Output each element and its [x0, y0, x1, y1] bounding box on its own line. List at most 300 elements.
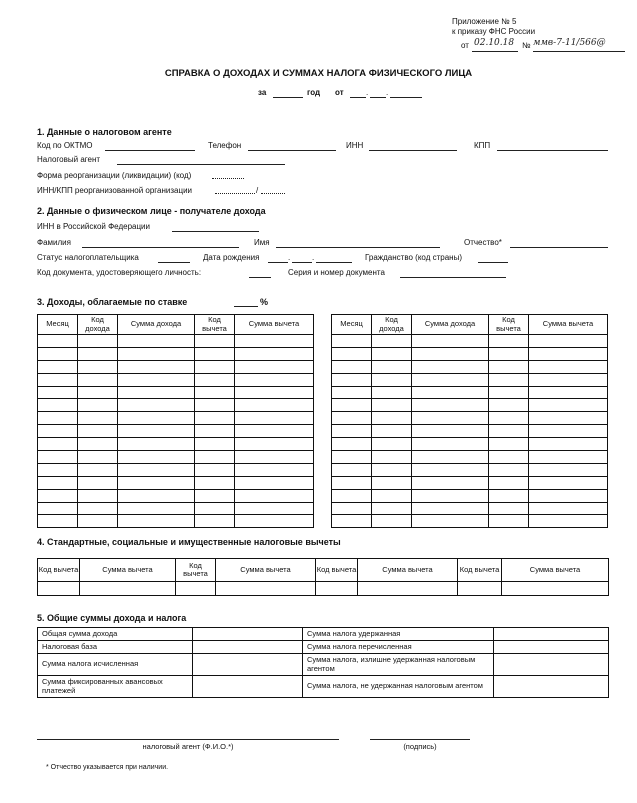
income-table-cell[interactable]: [118, 502, 195, 515]
income-table-row: [38, 412, 314, 425]
birth-month-field[interactable]: [292, 262, 312, 263]
income-table-cell[interactable]: [118, 438, 195, 451]
tax-calculated-value[interactable]: [193, 654, 303, 676]
income-table-row: [332, 412, 608, 425]
income-table-cell[interactable]: [412, 360, 489, 373]
income-table-cell[interactable]: [529, 399, 608, 412]
income-table-cell[interactable]: [412, 335, 489, 348]
income-table-cell[interactable]: [195, 451, 235, 464]
income-table-cell[interactable]: [529, 502, 608, 515]
surname-field[interactable]: [82, 247, 239, 248]
income-table-cell[interactable]: [38, 373, 78, 386]
income-table-right: [331, 314, 608, 528]
income-table-row: [38, 386, 314, 399]
income-table-cell[interactable]: [235, 438, 314, 451]
income-table-row: [332, 502, 608, 515]
section1-heading: 1. Данные о налоговом агенте: [37, 127, 172, 137]
income-table-cell[interactable]: [372, 515, 412, 528]
year-line[interactable]: [273, 97, 303, 98]
footnote: * Отчество указывается при наличии.: [46, 764, 169, 771]
income-table-row: [38, 438, 314, 451]
deduction-code-cell[interactable]: [38, 582, 80, 596]
income-table-cell[interactable]: [38, 347, 78, 360]
tax-overwithheld-label: Сумма налога, излишне удержанная налоговым агентом: [303, 654, 494, 676]
deduction-sum-cell[interactable]: [216, 582, 316, 596]
income-table-cell[interactable]: [372, 386, 412, 399]
income-table-cell[interactable]: [489, 489, 529, 502]
income-table-cell[interactable]: [78, 502, 118, 515]
income-table-cell[interactable]: [489, 373, 529, 386]
deduction-sum-cell[interactable]: [358, 582, 458, 596]
label-doc-code: Код документа, удостоверяющего личность:: [37, 268, 202, 277]
agent-field[interactable]: [117, 164, 285, 165]
date-day-line[interactable]: [350, 97, 366, 98]
income-table-row: [332, 425, 608, 438]
deduction-code-header: Код вычета: [176, 559, 216, 582]
appendix-date-line: [472, 51, 518, 52]
income-table-row: [332, 335, 608, 348]
income-table-cell[interactable]: [529, 360, 608, 373]
income-table-cell[interactable]: [195, 425, 235, 438]
income-table-cell[interactable]: [235, 476, 314, 489]
deduction-code-header: Код вычета: [38, 559, 80, 582]
income-table-left: [37, 314, 314, 528]
totals-row: [38, 654, 609, 676]
tax-base-label: Налоговая база: [38, 641, 193, 654]
income-table-cell[interactable]: [78, 425, 118, 438]
signature-line[interactable]: [370, 739, 470, 740]
income-table-cell[interactable]: [235, 502, 314, 515]
deduction-code-cell[interactable]: [316, 582, 358, 596]
reorg-kpp-field[interactable]: [261, 193, 285, 194]
income-table-cell[interactable]: [489, 399, 529, 412]
income-table-cell[interactable]: [529, 476, 608, 489]
income-table-cell[interactable]: [489, 515, 529, 528]
label-status: Статус налогоплательщика: [37, 253, 139, 262]
income-table-row: [38, 399, 314, 412]
tax-overwithheld-value[interactable]: [494, 654, 609, 676]
income-table-cell[interactable]: [372, 502, 412, 515]
birth-dot-2: .: [312, 253, 315, 262]
income-table-cell[interactable]: [38, 451, 78, 464]
agent-name-caption: налоговый агент (Ф.И.О.*): [142, 742, 234, 751]
label-surname: Фамилия: [37, 238, 71, 247]
appendix-block: [452, 17, 592, 37]
income-table-cell[interactable]: [38, 425, 78, 438]
income-table-row: [332, 438, 608, 451]
totals-row: [38, 628, 609, 641]
income-table-cell[interactable]: [78, 489, 118, 502]
income-table-cell[interactable]: [332, 347, 372, 360]
income-table-cell[interactable]: [78, 399, 118, 412]
reorg-inn-field[interactable]: [215, 193, 255, 194]
income-table-cell[interactable]: [529, 425, 608, 438]
income-table-row: [38, 463, 314, 476]
income-table-cell[interactable]: [372, 412, 412, 425]
income-table-cell[interactable]: [412, 502, 489, 515]
header-deduction-code: Код вычета: [489, 315, 529, 335]
income-table-cell[interactable]: [38, 438, 78, 451]
income-table-cell[interactable]: [195, 347, 235, 360]
year-ot: от: [335, 88, 344, 97]
income-table-row: [38, 515, 314, 528]
income-table-cell[interactable]: [195, 386, 235, 399]
income-table-row: [332, 347, 608, 360]
oktmo-field[interactable]: [105, 150, 195, 151]
totals-row: [38, 641, 609, 654]
birth-year-field[interactable]: [316, 262, 352, 263]
income-table-cell[interactable]: [332, 438, 372, 451]
header-month: Месяц: [38, 315, 78, 335]
income-table-cell[interactable]: [78, 463, 118, 476]
income-table-cell[interactable]: [489, 463, 529, 476]
income-table-cell[interactable]: [412, 412, 489, 425]
income-table-cell[interactable]: [332, 425, 372, 438]
year-god: год: [307, 88, 321, 97]
income-table-header: [332, 315, 608, 335]
deduction-sum-header: Сумма вычета: [502, 559, 609, 582]
income-table-cell[interactable]: [118, 386, 195, 399]
deductions-value-row: [38, 582, 609, 596]
section3-heading: 3. Доходы, облагаемые по ставке: [37, 297, 188, 307]
income-table-cell[interactable]: [372, 335, 412, 348]
income-table-cell[interactable]: [372, 489, 412, 502]
deduction-code-cell[interactable]: [458, 582, 502, 596]
income-table-cell[interactable]: [332, 476, 372, 489]
income-table-cell[interactable]: [332, 463, 372, 476]
income-table-cell[interactable]: [195, 412, 235, 425]
income-table-cell[interactable]: [235, 386, 314, 399]
income-table-cell[interactable]: [78, 515, 118, 528]
header-income-code: Код дохода: [78, 315, 118, 335]
income-table-cell[interactable]: [529, 335, 608, 348]
income-table-cell[interactable]: [489, 451, 529, 464]
income-table-cell[interactable]: [235, 373, 314, 386]
income-table-cell[interactable]: [529, 347, 608, 360]
name-field[interactable]: [276, 247, 440, 248]
label-doc-series: Серия и номер документа: [288, 268, 385, 277]
income-table-cell[interactable]: [332, 451, 372, 464]
income-table-row: [38, 335, 314, 348]
income-table-cell[interactable]: [38, 399, 78, 412]
income-table-cell[interactable]: [529, 489, 608, 502]
total-income-value[interactable]: [193, 628, 303, 641]
tax-base-value[interactable]: [193, 641, 303, 654]
tax-withheld-label: Сумма налога удержанная: [303, 628, 494, 641]
income-table-cell[interactable]: [78, 476, 118, 489]
income-table-cell[interactable]: [529, 373, 608, 386]
income-table-header: [38, 315, 314, 335]
income-table-cell[interactable]: [412, 476, 489, 489]
tax-transferred-label: Сумма налога перечисленная: [303, 641, 494, 654]
income-table-cell[interactable]: [78, 451, 118, 464]
appendix-line-1: Приложение № 5: [452, 17, 517, 26]
income-table-row: [38, 425, 314, 438]
income-table-cell[interactable]: [489, 476, 529, 489]
income-table-cell[interactable]: [529, 386, 608, 399]
income-table-cell[interactable]: [38, 386, 78, 399]
header-income-code: Код дохода: [372, 315, 412, 335]
income-table-cell[interactable]: [332, 412, 372, 425]
income-table-cell[interactable]: [235, 451, 314, 464]
label-inn: ИНН: [346, 141, 364, 150]
label-reorg-form: Форма реорганизации (ликвидации) (код): [37, 171, 192, 180]
income-table-cell[interactable]: [38, 463, 78, 476]
income-table-cell[interactable]: [372, 399, 412, 412]
income-table-row: [38, 489, 314, 502]
income-table-row: [38, 373, 314, 386]
income-table-cell[interactable]: [412, 463, 489, 476]
income-table-cell[interactable]: [372, 463, 412, 476]
income-table-cell[interactable]: [332, 360, 372, 373]
income-table-cell[interactable]: [195, 476, 235, 489]
income-table-cell[interactable]: [118, 476, 195, 489]
income-table-cell[interactable]: [372, 347, 412, 360]
patronymic-field[interactable]: [510, 247, 608, 248]
birth-dot-1: .: [288, 253, 291, 262]
label-reorg-inn: ИНН/КПП реорганизованной организации: [37, 186, 193, 195]
tax-not-withheld-value[interactable]: [494, 676, 609, 698]
income-table-cell[interactable]: [489, 347, 529, 360]
income-table-cell[interactable]: [529, 515, 608, 528]
income-table-cell[interactable]: [78, 386, 118, 399]
income-table-row: [332, 451, 608, 464]
agent-name-line[interactable]: [37, 739, 339, 740]
tax-calculated-label: Сумма налога исчисленная: [38, 654, 193, 676]
income-table-row: [332, 463, 608, 476]
income-table-cell[interactable]: [195, 438, 235, 451]
label-inn-rf: ИНН в Российской Федерации: [37, 222, 150, 231]
deduction-sum-cell[interactable]: [502, 582, 609, 596]
income-table-cell[interactable]: [372, 425, 412, 438]
income-table-row: [332, 386, 608, 399]
income-table-cell[interactable]: [372, 360, 412, 373]
income-table-cell[interactable]: [38, 412, 78, 425]
income-table-cell[interactable]: [412, 399, 489, 412]
label-patronymic: Отчество*: [464, 238, 502, 247]
income-table-cell[interactable]: [195, 502, 235, 515]
income-table-cell[interactable]: [118, 515, 195, 528]
income-table-row: [38, 347, 314, 360]
appendix-num-label: №: [522, 41, 531, 50]
income-table-row: [38, 360, 314, 373]
income-table-cell[interactable]: [332, 335, 372, 348]
rate-percent: %: [260, 297, 269, 307]
income-table-cell[interactable]: [118, 489, 195, 502]
deduction-sum-header: Сумма вычета: [216, 559, 316, 582]
income-table-cell[interactable]: [118, 463, 195, 476]
label-phone: Телефон: [208, 141, 242, 150]
label-agent: Налоговый агент: [37, 155, 101, 164]
income-table-row: [38, 451, 314, 464]
appendix-ot: от: [461, 41, 469, 50]
income-table-cell[interactable]: [489, 412, 529, 425]
section2-heading: 2. Данные о физическом лице - получателе дохода: [37, 206, 266, 216]
income-table-cell[interactable]: [118, 412, 195, 425]
income-table-cell[interactable]: [332, 399, 372, 412]
income-table-cell[interactable]: [78, 412, 118, 425]
appendix-date-handwritten: 02.10.18: [474, 38, 515, 48]
kpp-field[interactable]: [497, 150, 608, 151]
totals-table: [37, 627, 609, 698]
income-table-cell[interactable]: [78, 360, 118, 373]
income-table-cell[interactable]: [412, 489, 489, 502]
income-table-row: [332, 360, 608, 373]
income-table-cell[interactable]: [235, 489, 314, 502]
deductions-table: [37, 558, 609, 596]
income-table-cell[interactable]: [38, 360, 78, 373]
date-sep-2: .: [386, 88, 389, 97]
income-table-cell[interactable]: [78, 335, 118, 348]
label-oktmo: Код по ОКТМО: [37, 141, 93, 150]
income-table-cell[interactable]: [235, 347, 314, 360]
income-table-cell[interactable]: [235, 463, 314, 476]
date-year-line[interactable]: [390, 97, 422, 98]
income-table-cell[interactable]: [332, 515, 372, 528]
income-table-cell[interactable]: [412, 451, 489, 464]
income-table-cell[interactable]: [195, 515, 235, 528]
income-table-cell[interactable]: [235, 335, 314, 348]
page-title: СПРАВКА О ДОХОДАХ И СУММАХ НАЛОГА ФИЗИЧЕСКОГО ЛИЦА: [164, 68, 473, 79]
appendix-number-handwritten: ммв-7-11/566@: [533, 38, 606, 48]
income-table-cell[interactable]: [195, 463, 235, 476]
income-table-row: [332, 489, 608, 502]
header-deduction-sum: Сумма вычета: [529, 315, 608, 335]
income-table-cell[interactable]: [235, 412, 314, 425]
income-table-cell[interactable]: [118, 425, 195, 438]
appendix-number-line: [533, 51, 625, 52]
deduction-code-header: Код вычета: [316, 559, 358, 582]
income-table-cell[interactable]: [235, 425, 314, 438]
income-table-cell[interactable]: [489, 425, 529, 438]
income-table-row: [332, 476, 608, 489]
reorg-sep: /: [256, 186, 259, 195]
income-table-cell[interactable]: [412, 386, 489, 399]
income-table-cell[interactable]: [118, 373, 195, 386]
income-table-cell[interactable]: [235, 515, 314, 528]
income-table-cell[interactable]: [118, 360, 195, 373]
header-income-sum: Сумма дохода: [412, 315, 489, 335]
income-table-cell[interactable]: [529, 451, 608, 464]
income-table-cell[interactable]: [235, 399, 314, 412]
income-table-cell[interactable]: [38, 335, 78, 348]
tax-not-withheld-label: Сумма налога, не удержанная налоговым агентом: [303, 676, 494, 698]
phone-field[interactable]: [248, 150, 336, 151]
income-table-cell[interactable]: [195, 360, 235, 373]
income-table-cell[interactable]: [412, 425, 489, 438]
income-table-cell[interactable]: [332, 502, 372, 515]
deduction-sum-cell[interactable]: [80, 582, 176, 596]
header-deduction-code: Код вычета: [195, 315, 235, 335]
income-table-row: [332, 399, 608, 412]
tax-withheld-value[interactable]: [494, 628, 609, 641]
income-table-cell[interactable]: [372, 476, 412, 489]
income-table-cell[interactable]: [372, 438, 412, 451]
reorg-form-field[interactable]: [212, 178, 244, 179]
income-table-cell[interactable]: [412, 438, 489, 451]
income-table-cell[interactable]: [489, 360, 529, 373]
section5-heading: 5. Общие суммы дохода и налога: [37, 613, 187, 623]
income-table-cell[interactable]: [412, 373, 489, 386]
rate-field[interactable]: [234, 306, 258, 307]
income-table-cell[interactable]: [195, 399, 235, 412]
income-table-row: [38, 502, 314, 515]
year-za: за: [258, 88, 267, 97]
birth-day-field[interactable]: [268, 262, 288, 263]
income-table-cell[interactable]: [38, 476, 78, 489]
income-table-cell[interactable]: [529, 412, 608, 425]
income-table-cell[interactable]: [412, 347, 489, 360]
citizenship-field[interactable]: [478, 262, 508, 263]
income-table-cell[interactable]: [372, 373, 412, 386]
deduction-code-cell[interactable]: [176, 582, 216, 596]
income-table-row: [38, 476, 314, 489]
label-birth: Дата рождения: [203, 253, 260, 262]
section4-heading: 4. Стандартные, социальные и имущественные налоговые вычеты: [37, 537, 341, 547]
income-table-cell[interactable]: [38, 489, 78, 502]
income-table-cell[interactable]: [195, 489, 235, 502]
status-field[interactable]: [158, 262, 190, 263]
total-income-label: Общая сумма дохода: [38, 628, 193, 641]
inn-field[interactable]: [369, 150, 457, 151]
income-table-cell[interactable]: [489, 502, 529, 515]
doc-series-field[interactable]: [400, 277, 506, 278]
header-income-sum: Сумма дохода: [118, 315, 195, 335]
totals-row: [38, 676, 609, 698]
income-table-cell[interactable]: [118, 399, 195, 412]
deduction-code-header: Код вычета: [458, 559, 502, 582]
income-table-cell[interactable]: [529, 463, 608, 476]
income-table-cell[interactable]: [332, 489, 372, 502]
income-table-cell[interactable]: [372, 451, 412, 464]
header-deduction-sum: Сумма вычета: [235, 315, 314, 335]
income-table-cell[interactable]: [412, 515, 489, 528]
income-table-cell[interactable]: [118, 451, 195, 464]
tax-transferred-value[interactable]: [494, 641, 609, 654]
income-table-cell[interactable]: [489, 438, 529, 451]
deductions-header-row: [38, 559, 609, 582]
income-table-cell[interactable]: [118, 347, 195, 360]
fixed-advance-value[interactable]: [193, 676, 303, 698]
label-citizenship: Гражданство (код страны): [365, 253, 462, 262]
income-table-row: [332, 373, 608, 386]
appendix-line-2: к приказу ФНС России: [452, 27, 536, 36]
income-table-cell[interactable]: [195, 335, 235, 348]
doc-code-field[interactable]: [249, 277, 271, 278]
income-table-cell[interactable]: [489, 335, 529, 348]
date-month-line[interactable]: [370, 97, 386, 98]
income-table-cell[interactable]: [235, 360, 314, 373]
inn-rf-field[interactable]: [172, 231, 259, 232]
deduction-sum-header: Сумма вычета: [358, 559, 458, 582]
header-month: Месяц: [332, 315, 372, 335]
income-table-cell[interactable]: [195, 373, 235, 386]
income-table-cell[interactable]: [78, 347, 118, 360]
signature-caption: (подпись): [403, 742, 437, 751]
income-table-cell[interactable]: [118, 335, 195, 348]
income-table-row: [332, 515, 608, 528]
income-table-cell[interactable]: [78, 438, 118, 451]
date-sep-1: .: [366, 88, 369, 97]
label-name: Имя: [254, 238, 270, 247]
income-table-cell[interactable]: [38, 502, 78, 515]
income-table-cell[interactable]: [489, 386, 529, 399]
income-table-cell[interactable]: [332, 373, 372, 386]
income-table-cell[interactable]: [38, 515, 78, 528]
income-table-cell[interactable]: [78, 373, 118, 386]
income-table-cell[interactable]: [332, 386, 372, 399]
income-table-cell[interactable]: [529, 438, 608, 451]
